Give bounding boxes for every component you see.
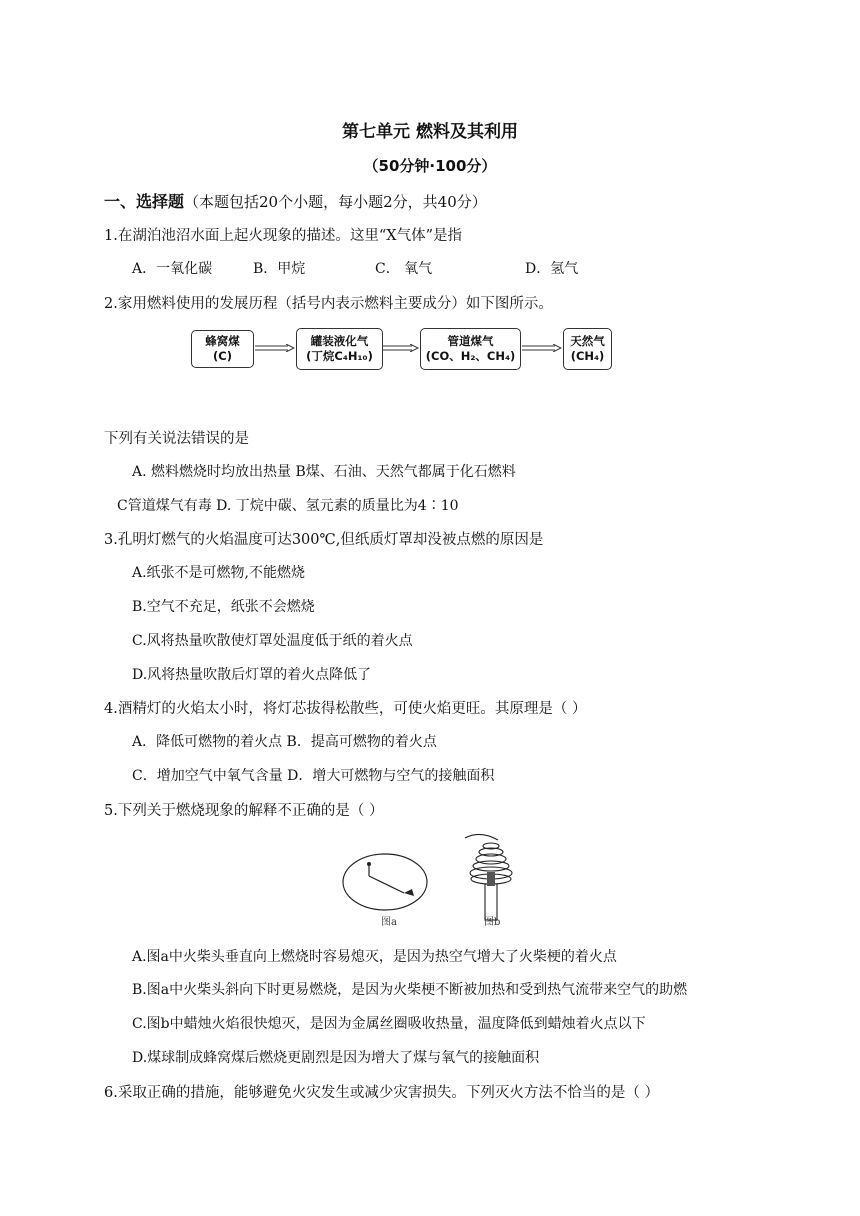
flow-box-name: 天然气 [570,334,605,348]
flow-box-formula: (CH₄) [570,349,605,363]
q3-option-a: A.纸张不是可燃物,不能燃烧 [132,565,306,581]
section-title: 一、选择题 [104,192,185,211]
section-note: （本题包括20个小题，每小题2分，共40分） [184,193,487,211]
question-6-stem: 6.采取正确的措施，能够避免火灾发生或减少灾害损失。下列灭火方法不恰当的是（ ） [104,1085,659,1101]
flow-box-natural-gas [563,328,612,370]
question-3-stem: 3.孔明灯燃气的火焰温度可达300℃,但纸质灯罩却没被点燃的原因是 [104,532,544,548]
q3-option-c: C.风将热量吹散使灯罩处温度低于纸的着火点 [132,633,413,649]
q2-options-line-1: A. 燃料燃烧时均放出热量 B煤、石油、天然气都属于化石燃料 [132,464,516,480]
question-5-stem: 5.下列关于燃烧现象的解释不正确的是（ ） [104,803,384,819]
figure-b-candle-coil-icon [465,834,512,920]
section-heading [104,189,487,212]
question-2-stem: 2.家用燃料使用的发展历程（括号内表示燃料主要成分）如下图所示。 [104,296,553,312]
flow-box-honeycomb-coal [191,330,254,368]
page-title: 第七单元 燃料及其利用 [342,122,518,142]
q1-option-a: A．一氧化碳 [132,261,213,277]
flow-box-formula: (CO、H₂、CH₄) [425,349,516,363]
q1-option-d: D．氢气 [525,261,579,277]
figure-a-match-icon [343,854,427,910]
flow-box-formula: (丁烷C₄H₁₀) [306,349,373,363]
q1-option-b: B．甲烷 [253,261,306,277]
double-arrow-icon [383,344,419,352]
question-2-lead: 下列有关说法错误的是 [104,431,249,447]
q5-option-d: D.煤球制成蜂窝煤后燃烧更剧烈是因为增大了煤与氧气的接触面积 [132,1050,540,1066]
flow-box-name: 管道煤气 [447,334,494,348]
page-subtitle: （50分钟·100分） [363,157,497,175]
q1-option-c: C． 氧气 [375,261,433,277]
q3-option-d: D.风将热量吹散后灯罩的着火点降低了 [132,667,372,683]
flow-box-lpg [296,328,383,370]
double-arrow-icon [255,344,295,352]
q4-options-cd: C．增加空气中氧气含量 D．增大可燃物与空气的接触面积 [132,768,495,784]
flow-box-formula: (C) [213,349,232,363]
q5-option-a: A.图a中火柴头垂直向上燃烧时容易熄灭，是因为热空气增大了火柴梗的着火点 [132,949,617,965]
flow-box-name: 蜂窝煤 [205,334,240,348]
q5-option-b: B.图a中火柴头斜向下时更易燃烧，是因为火柴梗不断被加热和受到热气流带来空气的助燃 [132,982,688,998]
double-arrow-icon [522,344,562,352]
figure-b-caption: 图b [484,917,501,928]
figure-a-caption: 图a [381,917,397,928]
q4-options-ab: A．降低可燃物的着火点 B．提高可燃物的着火点 [132,734,437,750]
question-1-stem: 1.在湖泊池沼水面上起火现象的描述。这里“X气体”是指 [104,228,462,244]
flow-box-piped-gas [420,328,521,370]
q2-options-line-2: C管道煤气有毒 D. 丁烷中碳、氢元素的质量比为4∶10 [117,498,459,514]
question-4-stem: 4.酒精灯的火焰太小时，将灯芯拔得松散些，可使火焰更旺。其原理是（ ） [104,701,587,717]
q3-option-b: B.空气不充足，纸张不会燃烧 [132,599,315,615]
q5-option-c: C.图b中蜡烛火焰很快熄灭，是因为金属丝圈吸收热量，温度降低到蜡烛着火点以下 [132,1016,646,1032]
flow-box-name: 罐装液化气 [310,334,369,348]
